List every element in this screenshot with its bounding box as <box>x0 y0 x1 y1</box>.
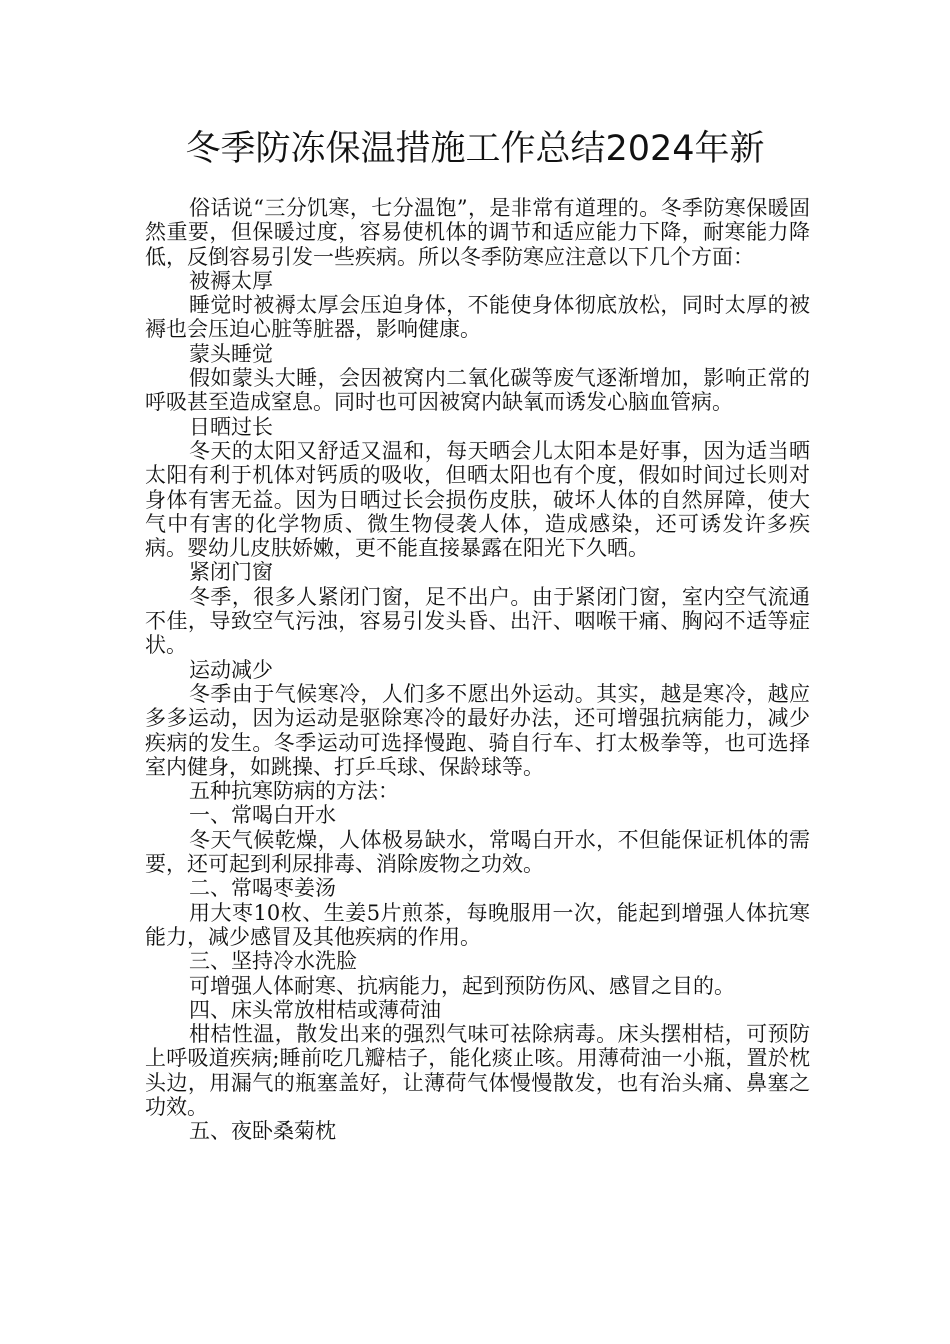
section-heading: 紧闭门窗 <box>189 560 273 585</box>
paragraph: 柑桔性温，散发出来的强烈气味可祛除病毒。床头摆柑桔，可预防上呼吸道疾病;睡前吃几瓣桔子，能化痰止咳。用薄荷油一小瓶，置於枕头边，用漏气的瓶塞盖好，让薄荷气体慢慢散发，也有治头痛、鼻塞之功效。 <box>145 1022 810 1119</box>
section-heading: 日晒过长 <box>189 414 273 439</box>
paragraph: 冬天的太阳又舒适又温和，每天晒会儿太阳本是好事，因为适当晒太阳有利于机体对钙质的吸收，但晒太阳也有个度，假如时间过长则对身体有害无益。因为日晒过长会损伤皮肤，破坏人体的自然屏障，使大气中有害的化学物质、微生物侵袭人体，造成感染，还可诱发许多疾病。婴幼儿皮肤娇嫩，更不能直接暴露在阳光下久晒。 <box>145 438 810 561</box>
paragraph: 可增强人体耐寒、抗病能力，起到预防伤风、感冒之目的。 <box>189 973 735 998</box>
section-heading: 五种抗寒防病的方法： <box>189 779 399 804</box>
document-body <box>145 196 810 1144</box>
section-heading: 运动减少 <box>189 657 273 682</box>
method-heading: 四、床头常放柑桔或薄荷油 <box>189 997 441 1022</box>
section-heading: 被褥太厚 <box>189 268 273 293</box>
paragraph: 假如蒙头大睡，会因被窝内二氧化碳等废气逐渐增加，影响正常的呼吸甚至造成窒息。同时也可因被窝内缺氧而诱发心脑血管病。 <box>145 366 810 415</box>
paragraph: 睡觉时被褥太厚会压迫身体，不能使身体彻底放松，同时太厚的被褥也会压迫心脏等脏器，影响健康。 <box>145 293 810 342</box>
method-heading: 二、常喝枣姜汤 <box>189 876 336 901</box>
section-heading: 蒙头睡觉 <box>189 341 273 366</box>
method-heading: 五、夜卧桑菊枕 <box>189 1119 336 1144</box>
document-title: 冬季防冻保温措施工作总结2024年新 <box>185 129 765 169</box>
method-heading: 一、常喝白开水 <box>189 803 336 828</box>
paragraph: 冬天气候乾燥，人体极易缺水，常喝白开水，不但能保证机体的需要，还可起到利尿排毒、消除废物之功效。 <box>145 827 810 877</box>
paragraph-intro: 俗话说“三分饥寒，七分温饱”，是非常有道理的。冬季防寒保暖固然重要，但保暖过度，容易使机体的调节和适应能力下降，耐寒能力降低，反倒容易引发一些疾病。所以冬季防寒应注意以下几个方面： <box>145 196 810 269</box>
paragraph: 冬季由于气候寒冷，人们多不愿出外运动。其实，越是寒冷，越应多多运动，因为运动是驱除寒冷的最好办法，还可增强抗病能力，减少疾病的发生。冬季运动可选择慢跑、骑自行车、打太极拳等，也可选择室内健身，如跳操、打乒乓球、保龄球等。 <box>145 681 810 779</box>
method-heading: 三、坚持冷水洗脸 <box>189 949 357 974</box>
paragraph: 冬季，很多人紧闭门窗，足不出户。由于紧闭门窗，室内空气流通不佳，导致空气污浊，容易引发头昏、出汗、咽喉干痛、胸闷不适等症状。 <box>145 584 810 658</box>
paragraph: 用大枣10枚、生姜5片煎茶，每晚服用一次，能起到增强人体抗寒能力，减少感冒及其他疾病的作用。 <box>145 900 810 949</box>
